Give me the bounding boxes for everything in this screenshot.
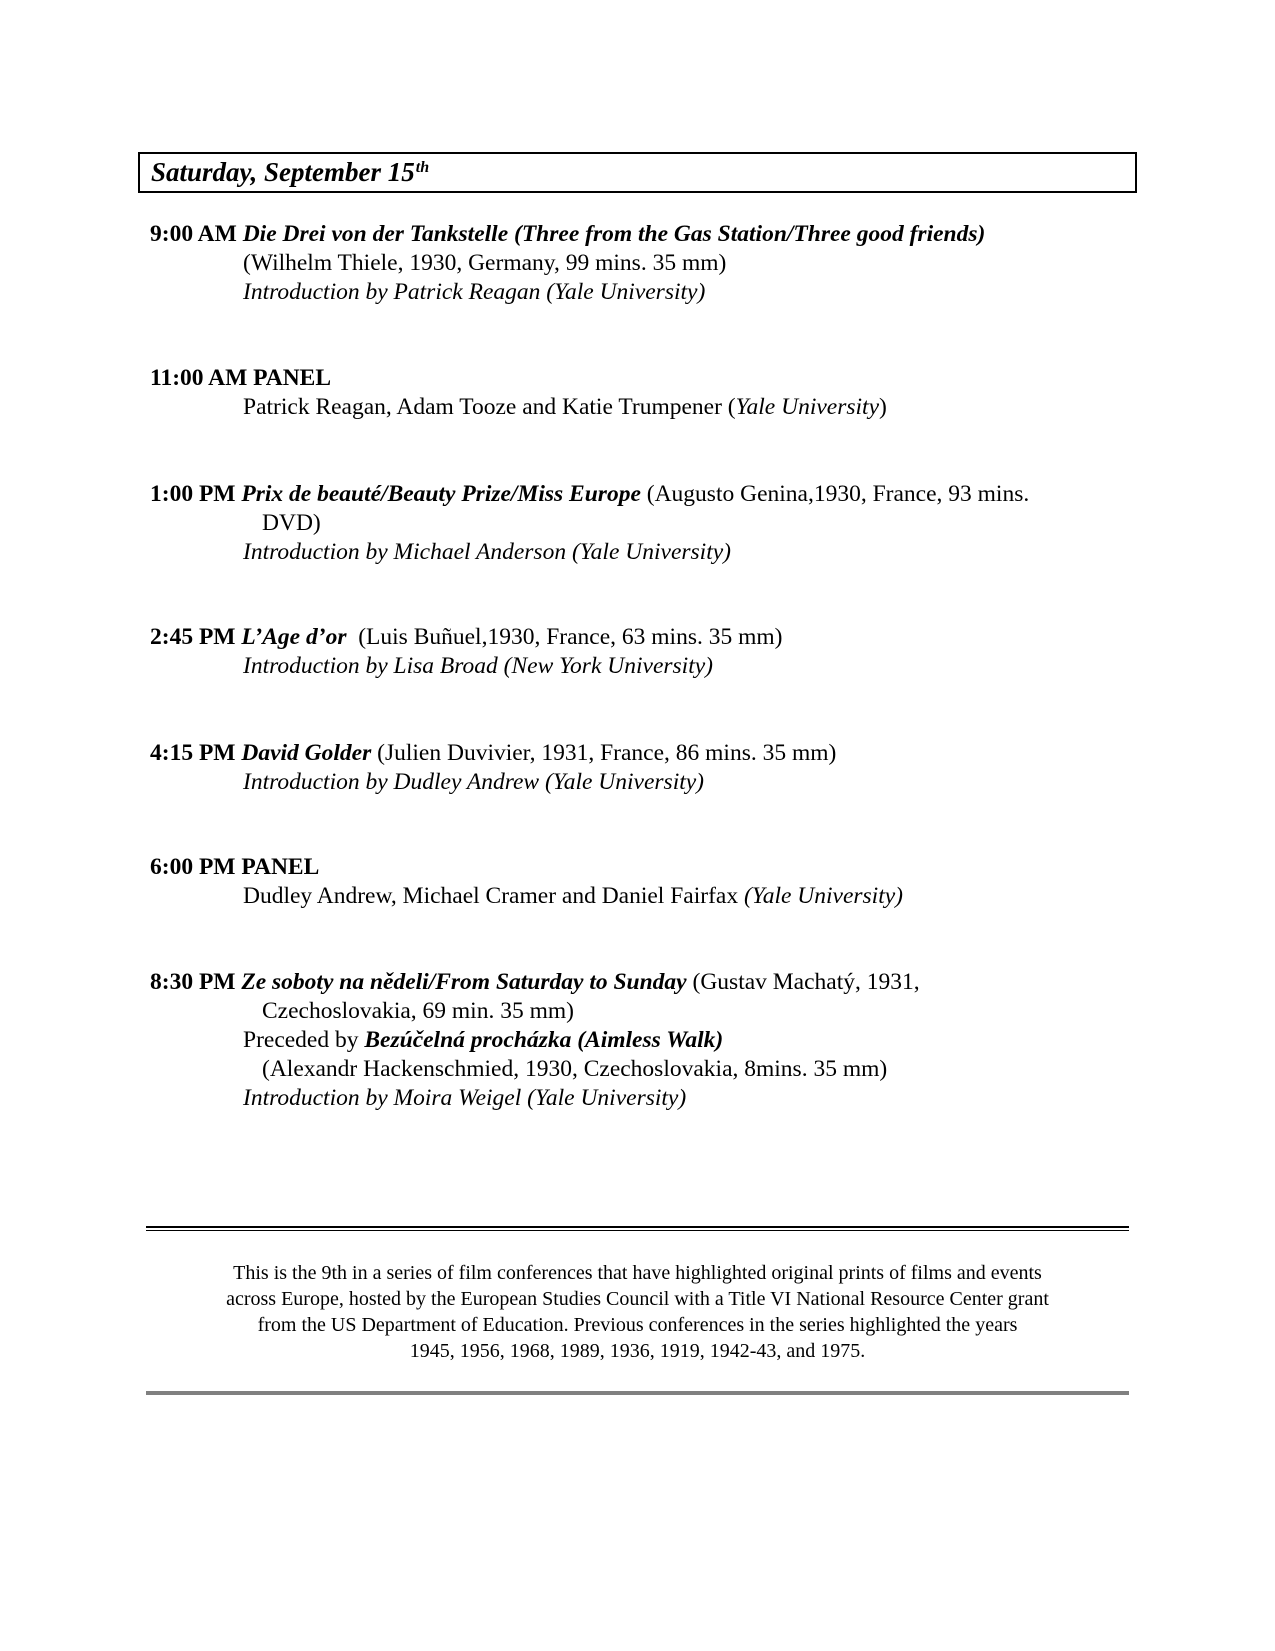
schedule-heading (150, 739, 836, 768)
schedule-heading (150, 623, 782, 652)
footer-note (146, 1260, 1129, 1364)
film-details: (Augusto Genina,1930, France, 93 mins. (646, 481, 1030, 507)
footer-line: across Europe, hosted by the European Studies Council with a Title VI National Resource Center grant (226, 1288, 1049, 1310)
film-introduction: Introduction by Michael Anderson (Yale University) (243, 539, 731, 565)
schedule-heading (150, 220, 985, 249)
panelist-names: Patrick Reagan, Adam Tooze and Katie Trumpener ( (243, 394, 736, 420)
short-film-title: Bezúčelná procházka (Aimless Walk) (364, 1027, 724, 1053)
film-details: (Luis Buñuel,1930, France, 63 mins. 35 mm) (358, 624, 783, 650)
film-details-continued: Czechoslovakia, 69 min. 35 mm) (262, 998, 574, 1024)
schedule-time: 8:30 PM (150, 969, 236, 995)
panelist-names: Dudley Andrew, Michael Cramer and Daniel Fairfax (243, 883, 739, 909)
film-title: L’Age d’or (241, 624, 347, 650)
preceded-by (243, 1026, 723, 1055)
film-title: Prix de beauté/Beauty Prize/Miss Europe (241, 481, 641, 507)
day-header-box (138, 152, 1137, 193)
film-introduction: Introduction by Lisa Broad (New York University) (243, 653, 713, 679)
film-details-continued: DVD) (262, 510, 321, 536)
footer-line: 1945, 1956, 1968, 1989, 1936, 1919, 1942-43, and 1975. (409, 1340, 866, 1362)
footer-line: from the US Department of Education. Previous conferences in the series highlighted the years (257, 1314, 1018, 1336)
schedule-time: 1:00 PM (150, 481, 236, 507)
schedule-time: 6:00 PM PANEL (150, 854, 320, 880)
schedule-time: 4:15 PM (150, 740, 236, 766)
panel-affiliation: Yale University (735, 394, 879, 420)
schedule-heading (150, 968, 920, 997)
panelists (243, 882, 903, 911)
short-film-details: (Alexandr Hackenschmied, 1930, Czechoslovakia, 8mins. 35 mm) (262, 1056, 888, 1082)
schedule-heading (150, 480, 1029, 509)
film-details: (Gustav Machatý, 1931, (692, 969, 920, 995)
panel-affiliation: (Yale University) (743, 883, 903, 909)
film-title: Ze soboty na nědeli/From Saturday to Sunday (241, 969, 687, 995)
film-details: (Wilhelm Thiele, 1930, Germany, 99 mins. 35 mm) (243, 250, 727, 276)
film-title: David Golder (241, 740, 372, 766)
schedule-time: 9:00 AM (150, 221, 237, 247)
schedule-time: 11:00 AM PANEL (150, 365, 332, 391)
film-introduction: Introduction by Moira Weigel (Yale University) (243, 1085, 687, 1111)
film-introduction: Introduction by Dudley Andrew (Yale University) (243, 769, 705, 795)
film-title: Die Drei von der Tankstelle (Three from the Gas Station/Three good friends) (242, 221, 986, 247)
panel-close-paren: ) (879, 394, 887, 420)
day-header-suffix: th (415, 159, 430, 176)
day-header-title (151, 156, 429, 188)
preceded-label: Preceded by (243, 1027, 359, 1053)
footer-top-double-rule (146, 1226, 1129, 1231)
film-details: (Julien Duvivier, 1931, France, 86 mins. 35 mm) (377, 740, 837, 766)
panelists (243, 393, 887, 422)
day-header-text: Saturday, September 15 (151, 157, 415, 187)
schedule-time: 2:45 PM (150, 624, 236, 650)
footer-bottom-rule (146, 1391, 1129, 1395)
footer-line: This is the 9th in a series of film conferences that have highlighted original prints of films and events (233, 1262, 1042, 1284)
film-introduction: Introduction by Patrick Reagan (Yale University) (243, 279, 706, 305)
